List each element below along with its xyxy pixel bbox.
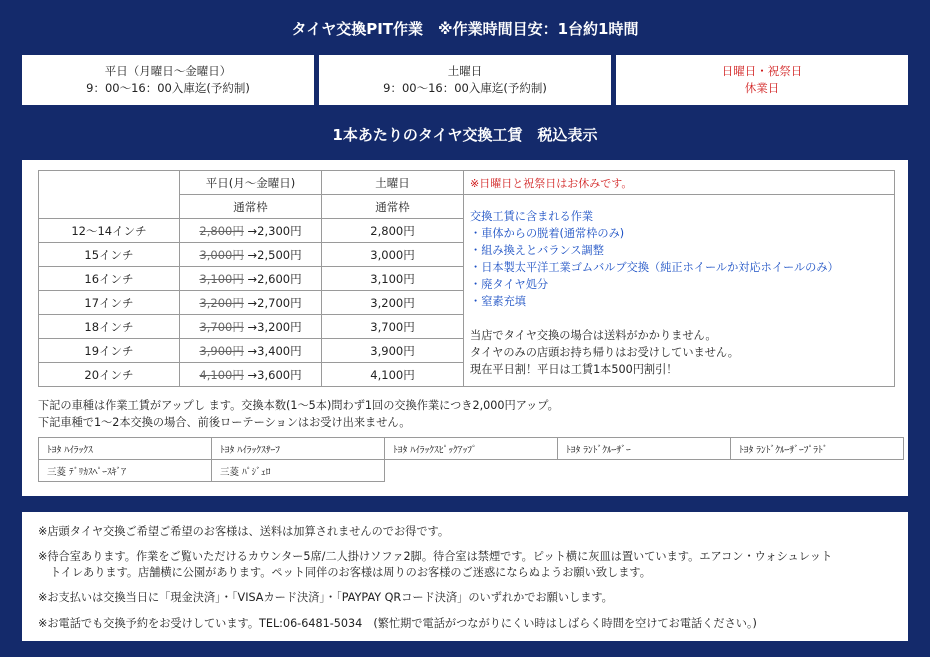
- size-cell: 17インチ: [39, 291, 180, 315]
- pit-work-title: タイヤ交換PIT作業 ※作業時間目安：1台約1時間: [291, 20, 639, 38]
- vehicle-cell: ﾄﾖﾀ ﾊｲﾗｯｸｽﾋﾟｯｸｱｯﾌﾟ: [385, 438, 558, 460]
- size-cell: 20インチ: [39, 363, 180, 387]
- size-cell: 15インチ: [39, 243, 180, 267]
- closed-note: ※日曜日と祝祭日はお休みです。: [464, 171, 895, 195]
- vehicle-cell: ﾄﾖﾀ ﾗﾝﾄﾞｸﾙｰｻﾞｰ: [558, 438, 731, 460]
- hours-weekday-time: 9：00〜16：00入庫迄(予約制): [86, 81, 250, 95]
- hours-holiday-label: 日曜日・祝祭日: [721, 64, 803, 78]
- old-price: 4,100円: [199, 367, 244, 382]
- new-price: →3,600円: [247, 367, 302, 382]
- vehicle-cell: ﾄﾖﾀ ﾊｲﾗｯｸｽ: [39, 438, 212, 460]
- saturday-price-cell: 2,800円: [322, 219, 464, 243]
- old-price: 3,100円: [199, 271, 244, 286]
- notes-panel: [22, 512, 908, 641]
- old-price: 3,200円: [199, 295, 244, 310]
- old-price: 3,700円: [199, 319, 244, 334]
- old-price: 3,900円: [199, 343, 244, 358]
- saturday-price-cell: 3,200円: [322, 291, 464, 315]
- vehicle-cell: ﾄﾖﾀ ﾗﾝﾄﾞｸﾙｰｻﾞｰﾌﾟﾗﾄﾞ: [731, 438, 904, 460]
- new-price: →2,500円: [247, 247, 302, 262]
- included-work-item: ・窒素充填: [470, 295, 526, 308]
- new-price: →2,700円: [247, 295, 302, 310]
- note-waiting-room: ※待合室あります。作業をご覧いただけるカウンター5席/二人掛けソファ2脚。待合室は禁煙です。ピット横に灰皿は置いています。エアコン・ウォシュレット: [38, 550, 833, 563]
- surcharge-line: 下記車種で1〜2本交換の場合、前後ローテーションはお受け出来ません。: [38, 416, 411, 429]
- hours-holiday: [616, 55, 908, 105]
- weekday-price-cell: [180, 267, 322, 291]
- price-title: 1本あたりのタイヤ交換工賃 税込表示: [332, 126, 598, 144]
- hours-holiday-status: 休業日: [744, 81, 780, 95]
- size-cell: 16インチ: [39, 267, 180, 291]
- included-work-item: ・廃タイヤ処分: [470, 278, 549, 291]
- size-cell: 19インチ: [39, 339, 180, 363]
- vehicle-cell: ﾄﾖﾀ ﾊｲﾗｯｸｽｻｰﾌ: [212, 438, 385, 460]
- vehicle-cell: 三菱 ﾃﾞﾘｶｽﾍﾟｰｽｷﾞｱ: [39, 460, 212, 482]
- saturday-price-cell: 3,000円: [322, 243, 464, 267]
- hours-saturday-label: 土曜日: [447, 64, 483, 78]
- weekday-price-cell: [180, 291, 322, 315]
- hours-saturday: [319, 55, 611, 105]
- hours-saturday-time: 9：00〜16：00入庫迄(予約制): [383, 81, 547, 95]
- size-cell: 18インチ: [39, 315, 180, 339]
- weekday-price-cell: [180, 243, 322, 267]
- included-work-item: ・組み換えとバランス調整: [470, 244, 604, 257]
- note-payment: ※お支払いは交換当日に「現金決済」・「VISAカード決済」・「PAYPAY QRコード決済」のいずれかでお願いします。: [38, 591, 613, 604]
- new-price: →2,300円: [247, 223, 302, 238]
- weekday-subheader: 通常枠: [180, 195, 322, 219]
- weekday-price-cell: [180, 339, 322, 363]
- saturday-header: 土曜日: [322, 171, 464, 195]
- surcharge-line: 下記の車種は作業工賃がアップし ます。交換本数(1〜5本)問わず1回の交換作業につき2,000円アップ。: [38, 399, 559, 412]
- shop-note: タイヤのみの店頭お持ち帰りはお受けしていません。: [470, 346, 739, 359]
- weekday-price-cell: [180, 315, 322, 339]
- surcharge-note: [38, 397, 559, 431]
- new-price: →3,200円: [247, 319, 302, 334]
- saturday-price-cell: 3,900円: [322, 339, 464, 363]
- info-cell: [464, 195, 895, 387]
- old-price: 3,000円: [199, 247, 244, 262]
- size-cell: 12〜14インチ: [39, 219, 180, 243]
- vehicle-cell: 三菱 ﾊﾟｼﾞｪﾛ: [212, 460, 385, 482]
- note-phone: ※お電話でも交換予約をお受けしています。TEL:06-6481-5034 (繁忙期で電話がつながりにくい時はしばらく時間を空けてお電話ください。): [38, 617, 757, 630]
- saturday-subheader: 通常枠: [322, 195, 464, 219]
- size-header-cell: [39, 171, 180, 219]
- new-price: →3,400円: [247, 343, 302, 358]
- included-work-item: ・日本製太平洋工業ゴムバルブ交換（純正ホイールか対応ホイールのみ）: [470, 261, 839, 274]
- shop-note: 当店でタイヤ交換の場合は送料がかかりません。: [470, 329, 717, 342]
- note-waiting-room-cont: トイレあります。店舗横に公園があります。ペット同伴のお客様は周りのお客様のご迷惑にならぬようお願い致します。: [50, 566, 651, 579]
- weekday-price-cell: [180, 219, 322, 243]
- hours-weekday-label: 平日（月曜日〜金曜日）: [104, 64, 232, 78]
- price-panel: [22, 160, 908, 496]
- price-table: [38, 170, 895, 387]
- saturday-price-cell: 3,700円: [322, 315, 464, 339]
- saturday-price-cell: 3,100円: [322, 267, 464, 291]
- included-work-heading: 交換工賃に含まれる作業: [470, 210, 594, 223]
- shop-note: 現在平日割！平日は工賃1本500円割引！: [470, 363, 678, 376]
- included-work-item: ・車体からの脱着(通常枠のみ): [470, 227, 625, 240]
- weekday-price-cell: [180, 363, 322, 387]
- note-delivery: ※店頭タイヤ交換ご希望ご希望のお客様は、送料は加算されませんのでお得です。: [38, 525, 450, 538]
- vehicle-table: [38, 437, 904, 482]
- weekday-header: 平日(月〜金曜日): [180, 171, 322, 195]
- hours-weekday: [22, 55, 314, 105]
- saturday-price-cell: 4,100円: [322, 363, 464, 387]
- new-price: →2,600円: [247, 271, 302, 286]
- old-price: 2,800円: [199, 223, 244, 238]
